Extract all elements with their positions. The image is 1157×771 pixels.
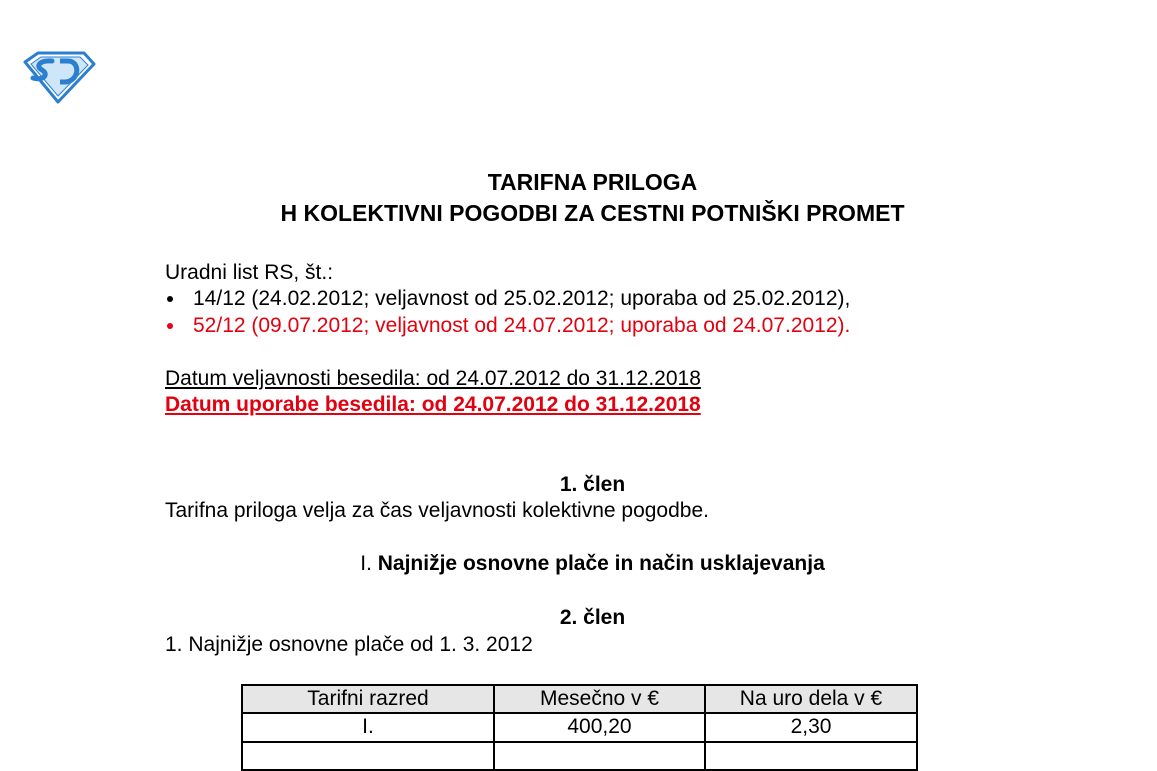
hourly-cell: [705, 742, 917, 770]
gazette-list: [165, 286, 850, 340]
monthly-cell: [494, 742, 705, 770]
application-date: Datum uporabe besedila: od 24.07.2012 do 31.12.2018: [165, 393, 701, 416]
column-header-hourly: Na uro dela v €: [705, 685, 917, 713]
bullet-icon: [167, 323, 173, 329]
sd-logo-icon: [22, 48, 96, 104]
column-header-monthly: Mesečno v €: [494, 685, 705, 713]
document-title: TARIFNA PRILOGA: [487, 169, 698, 195]
gazette-label: Uradni list RS, št.:: [165, 261, 334, 284]
bullet-icon: [167, 296, 173, 302]
table-header-row: [242, 685, 917, 713]
article-1-text: Tarifna priloga velja za čas veljavnosti kolektivne pogodbe.: [165, 499, 709, 522]
table-row: [242, 742, 917, 770]
document-subtitle: H KOLEKTIVNI POGODBI ZA CESTNI POTNIŠKI PROMET: [280, 200, 905, 226]
article-2-heading: 2. člen: [559, 606, 626, 629]
tariff-table: [241, 684, 918, 771]
gazette-entry: 52/12 (09.07.2012; veljavnost od 24.07.2012; uporaba od 24.07.2012).: [165, 313, 850, 340]
hourly-cell: 2,30: [705, 713, 917, 741]
gazette-entry: 14/12 (24.02.2012; veljavnost od 25.02.2012; uporaba od 25.02.2012),: [165, 286, 850, 313]
section-1-heading: I. Najnižje osnovne plače in način usklajevanja: [360, 552, 825, 575]
tariff-class-cell: I.: [242, 713, 494, 741]
tariff-class-cell: [242, 742, 494, 770]
column-header-tariff-class: Tarifni razred: [242, 685, 494, 713]
table-row: [242, 713, 917, 741]
article-2-text: 1. Najnižje osnovne plače od 1. 3. 2012: [165, 633, 533, 656]
validity-date: Datum veljavnosti besedila: od 24.07.2012 do 31.12.2018: [165, 367, 701, 390]
monthly-cell: 400,20: [494, 713, 705, 741]
article-1-heading: 1. člen: [559, 473, 626, 496]
